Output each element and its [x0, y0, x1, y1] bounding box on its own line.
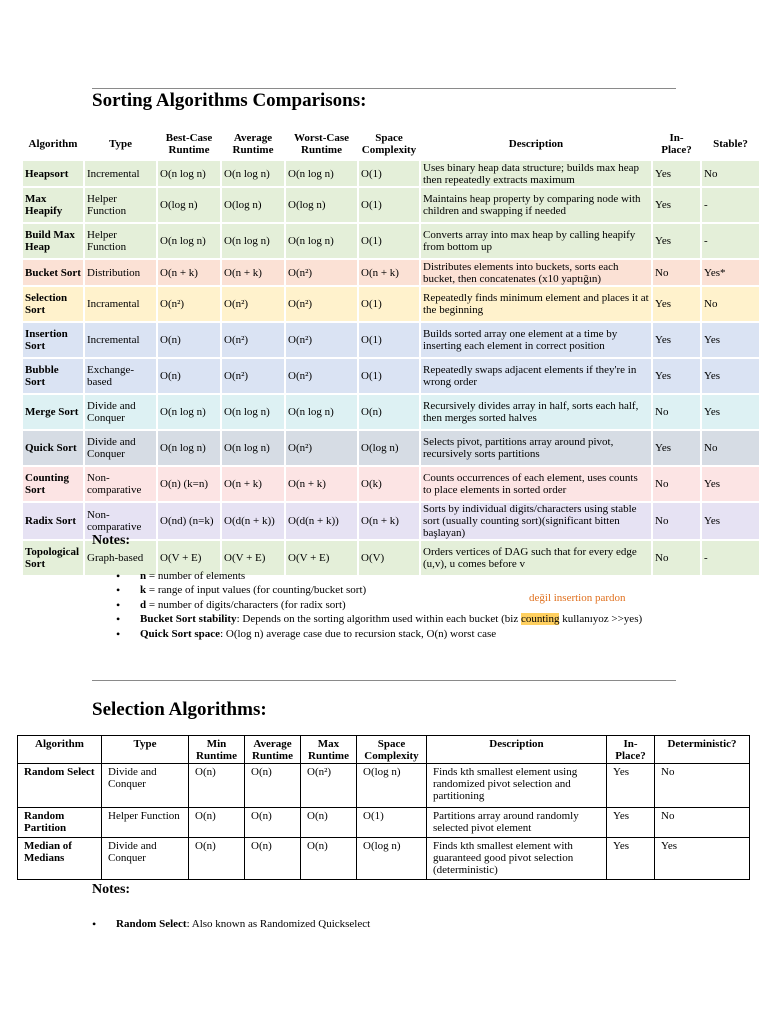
cell-type: Incramental: [85, 287, 156, 321]
cell-max: O(n²): [301, 764, 357, 808]
margin-comment: değil insertion pardon: [529, 592, 626, 604]
cell-best: O(n log n): [158, 395, 220, 429]
col-header-deterministic: Deterministic?: [655, 736, 750, 764]
cell-worst: O(n²): [286, 359, 357, 393]
cell-average: O(n): [245, 764, 301, 808]
cell-average: O(n log n): [222, 395, 284, 429]
cell-average: O(n²): [222, 359, 284, 393]
cell-in-place: Yes: [607, 838, 655, 880]
cell-space: O(log n): [357, 838, 427, 880]
cell-average: O(n²): [222, 323, 284, 357]
cell-worst: O(n + k): [286, 467, 357, 501]
col-header-type: Type: [102, 736, 189, 764]
sorting-row: [23, 161, 759, 186]
sorting-row: [23, 188, 759, 222]
cell-space: O(1): [359, 161, 419, 186]
sorting-row: [23, 359, 759, 393]
cell-algorithm: Insertion Sort: [23, 323, 83, 357]
cell-description: Counts occurrences of each element, uses counts to place elements in sorted order: [421, 467, 651, 501]
col-header-max-runtime: Max Runtime: [301, 736, 357, 764]
sorting-row: [23, 431, 759, 465]
cell-space: O(k): [359, 467, 419, 501]
cell-stable: Yes: [702, 467, 759, 501]
cell-stable: Yes: [702, 503, 759, 539]
cell-best: O(n log n): [158, 161, 220, 186]
sorting-row: [23, 287, 759, 321]
sorting-row: [23, 395, 759, 429]
cell-space: O(1): [357, 808, 427, 838]
col-header-stable: Stable?: [713, 138, 748, 150]
cell-description: Repeatedly finds minimum element and places it at the beginning: [421, 287, 651, 321]
cell-deterministic: No: [655, 764, 750, 808]
sorting-table: [21, 127, 761, 577]
note-bucket-sort-stability: • Bucket Sort stability: Depends on the sorting algorithm used within each bucket (biz counting kullanıyoz >>yes): [116, 612, 716, 626]
cell-best: O(n log n): [158, 224, 220, 258]
cell-max: O(n): [301, 838, 357, 880]
sorting-header-row: [23, 129, 759, 159]
cell-stable: Yes: [702, 359, 759, 393]
cell-min: O(n): [189, 764, 245, 808]
col-header-in-place: In-Place?: [661, 132, 692, 156]
col-header-description: Description: [508, 138, 564, 150]
cell-algorithm: Heapsort: [23, 161, 83, 186]
selection-row: [18, 764, 750, 808]
col-header-average-runtime: Average Runtime: [245, 736, 301, 764]
cell-worst: O(n²): [286, 287, 357, 321]
cell-stable: Yes: [702, 395, 759, 429]
cell-algorithm: Bucket Sort: [23, 260, 83, 285]
cell-type: Divide and Conquer: [102, 838, 189, 880]
cell-best: O(n): [158, 359, 220, 393]
cell-type: Exchange-based: [85, 359, 156, 393]
cell-description: Distributes elements into buckets, sorts each bucket, then concatenates (x10 yaptığın): [421, 260, 651, 285]
sorting-row: [23, 323, 759, 357]
cell-worst: O(n log n): [286, 395, 357, 429]
cell-type: Incremental: [85, 161, 156, 186]
cell-in-place: No: [653, 260, 700, 285]
cell-space: O(1): [359, 224, 419, 258]
cell-space: O(1): [359, 323, 419, 357]
sorting-row: [23, 260, 759, 285]
cell-in-place: Yes: [653, 359, 700, 393]
cell-worst: O(n²): [286, 323, 357, 357]
col-header-worst-case: Worst-Case Runtime: [294, 132, 349, 156]
cell-worst: O(n²): [286, 260, 357, 285]
cell-algorithm: Quick Sort: [23, 431, 83, 465]
cell-description: Orders vertices of DAG such that for every edge (u,v), u comes before v: [421, 541, 651, 575]
cell-description: Builds sorted array one element at a time by inserting each element in correct position: [421, 323, 651, 357]
cell-stable: -: [702, 188, 759, 222]
cell-stable: -: [702, 224, 759, 258]
cell-worst: O(n log n): [286, 161, 357, 186]
cell-algorithm: Bubble Sort: [23, 359, 83, 393]
selection-row: [18, 838, 750, 880]
selection-table-body: [18, 764, 750, 880]
cell-in-place: Yes: [653, 188, 700, 222]
cell-best: O(log n): [158, 188, 220, 222]
cell-space: O(n + k): [359, 260, 419, 285]
selection-header-row: [18, 736, 750, 764]
selection-row: [18, 808, 750, 838]
cell-average: O(n + k): [222, 467, 284, 501]
note-quick-sort-space: • Quick Sort space: O(log n) average case due to recursion stack, O(n) worst case: [116, 627, 716, 641]
cell-space: O(n): [359, 395, 419, 429]
sorting-notes-list: [116, 569, 716, 641]
cell-algorithm: Topological Sort: [23, 541, 83, 575]
cell-in-place: No: [653, 541, 700, 575]
cell-algorithm: Random Partition: [18, 808, 102, 838]
col-header-space: Space Complexity: [361, 132, 417, 156]
cell-in-place: Yes: [653, 224, 700, 258]
cell-description: Recursively divides array in half, sorts each half, then merges sorted halves: [421, 395, 651, 429]
cell-in-place: No: [653, 503, 700, 539]
cell-deterministic: Yes: [655, 838, 750, 880]
cell-type: Incremental: [85, 323, 156, 357]
cell-space: O(V): [359, 541, 419, 575]
col-header-best-case: Best-Case Runtime: [165, 132, 213, 156]
cell-worst: O(d(n + k)): [286, 503, 357, 539]
cell-in-place: Yes: [653, 161, 700, 186]
cell-stable: Yes: [702, 323, 759, 357]
note-k: • k = range of input values (for counting/bucket sort): [116, 583, 716, 597]
cell-algorithm: Median of Medians: [18, 838, 102, 880]
cell-in-place: Yes: [607, 764, 655, 808]
cell-best: O(n) (k=n): [158, 467, 220, 501]
cell-algorithm: Merge Sort: [23, 395, 83, 429]
cell-deterministic: No: [655, 808, 750, 838]
cell-average: O(n²): [222, 287, 284, 321]
cell-description: Uses binary heap data structure; builds max heap then repeatedly extracts maximum: [421, 161, 651, 186]
cell-description: Sorts by individual digits/characters using stable sort (usually counting sort)(significant bitten başlayan): [421, 503, 651, 539]
sorting-title: Sorting Algorithms Comparisons:: [92, 90, 367, 111]
cell-best: O(n): [158, 323, 220, 357]
cell-algorithm: Random Select: [18, 764, 102, 808]
cell-algorithm: Max Heapify: [23, 188, 83, 222]
cell-description: Finds kth smallest element with guaranteed good pivot selection (deterministic): [427, 838, 607, 880]
selection-title: Selection Algorithms:: [92, 699, 267, 720]
cell-average: O(n + k): [222, 260, 284, 285]
cell-type: Non-comparative: [85, 467, 156, 501]
selection-notes-title: Notes:: [92, 882, 131, 897]
cell-type: Graph-based: [85, 541, 156, 575]
cell-type: Divide and Conquer: [85, 395, 156, 429]
cell-description: Partitions array around randomly selected pivot element: [427, 808, 607, 838]
cell-best: O(nd) (n=k): [158, 503, 220, 539]
cell-max: O(n): [301, 808, 357, 838]
note-n: • n = number of elements: [116, 569, 716, 583]
cell-type: Divide and Conquer: [102, 764, 189, 808]
cell-min: O(n): [189, 808, 245, 838]
cell-space: O(log n): [357, 764, 427, 808]
selection-table: [17, 735, 750, 880]
cell-average: O(d(n + k)): [222, 503, 284, 539]
cell-in-place: Yes: [607, 808, 655, 838]
cell-best: O(n²): [158, 287, 220, 321]
cell-algorithm: Radix Sort: [23, 503, 83, 539]
top-rule: [92, 88, 676, 89]
cell-algorithm: Build Max Heap: [23, 224, 83, 258]
cell-average: O(log n): [222, 188, 284, 222]
cell-type: Helper Function: [85, 224, 156, 258]
cell-average: O(n log n): [222, 224, 284, 258]
cell-space: O(1): [359, 287, 419, 321]
cell-average: O(n): [245, 808, 301, 838]
cell-worst: O(V + E): [286, 541, 357, 575]
cell-stable: -: [702, 541, 759, 575]
cell-min: O(n): [189, 838, 245, 880]
cell-space: O(n + k): [359, 503, 419, 539]
cell-in-place: Yes: [653, 431, 700, 465]
cell-type: Helper Function: [85, 188, 156, 222]
col-header-description: Description: [427, 736, 607, 764]
cell-algorithm: Selection Sort: [23, 287, 83, 321]
col-header-type: Type: [108, 138, 133, 150]
cell-worst: O(n log n): [286, 224, 357, 258]
cell-worst: O(n²): [286, 431, 357, 465]
cell-best: O(n + k): [158, 260, 220, 285]
cell-space: O(1): [359, 359, 419, 393]
cell-average: O(V + E): [222, 541, 284, 575]
col-header-average: Average Runtime: [232, 132, 274, 156]
cell-best: O(V + E): [158, 541, 220, 575]
cell-stable: No: [702, 431, 759, 465]
cell-stable: No: [702, 287, 759, 321]
cell-in-place: Yes: [653, 287, 700, 321]
cell-average: O(n log n): [222, 431, 284, 465]
col-header-space: Space Complexity: [357, 736, 427, 764]
cell-type: Helper Function: [102, 808, 189, 838]
cell-in-place: Yes: [653, 323, 700, 357]
cell-best: O(n log n): [158, 431, 220, 465]
col-header-min-runtime: Min Runtime: [189, 736, 245, 764]
col-header-algorithm: Algorithm: [18, 736, 102, 764]
cell-description: Selects pivot, partitions array around pivot, recursively sorts partitions: [421, 431, 651, 465]
cell-stable: Yes*: [702, 260, 759, 285]
cell-description: Finds kth smallest element using randomized pivot selection and partitioning: [427, 764, 607, 808]
cell-stable: No: [702, 161, 759, 186]
cell-space: O(1): [359, 188, 419, 222]
sorting-row: [23, 224, 759, 258]
sorting-table-body: [23, 161, 759, 575]
cell-worst: O(log n): [286, 188, 357, 222]
cell-space: O(log n): [359, 431, 419, 465]
note-random-select: • Random Select: Also known as Randomized Quickselect: [92, 917, 692, 931]
col-header-algorithm: Algorithm: [28, 138, 78, 150]
sorting-notes-title: Notes:: [92, 533, 131, 548]
cell-average: O(n log n): [222, 161, 284, 186]
sorting-row: [23, 467, 759, 501]
cell-average: O(n): [245, 838, 301, 880]
note-d: • d = number of digits/characters (for radix sort): [116, 598, 716, 612]
cell-description: Repeatedly swaps adjacent elements if they're in wrong order: [421, 359, 651, 393]
cell-in-place: No: [653, 467, 700, 501]
cell-type: Non-comparative: [85, 503, 156, 539]
cell-type: Divide and Conquer: [85, 431, 156, 465]
cell-description: Converts array into max heap by calling heapify from bottom up: [421, 224, 651, 258]
sorting-row: [23, 503, 759, 539]
col-header-in-place: In-Place?: [607, 736, 655, 764]
cell-description: Maintains heap property by comparing node with children and swapping if needed: [421, 188, 651, 222]
selection-notes-list: [92, 917, 692, 931]
section-divider: [92, 680, 676, 681]
cell-algorithm: Counting Sort: [23, 467, 83, 501]
cell-type: Distribution: [85, 260, 156, 285]
highlighted-word: counting: [520, 613, 560, 626]
cell-in-place: No: [653, 395, 700, 429]
